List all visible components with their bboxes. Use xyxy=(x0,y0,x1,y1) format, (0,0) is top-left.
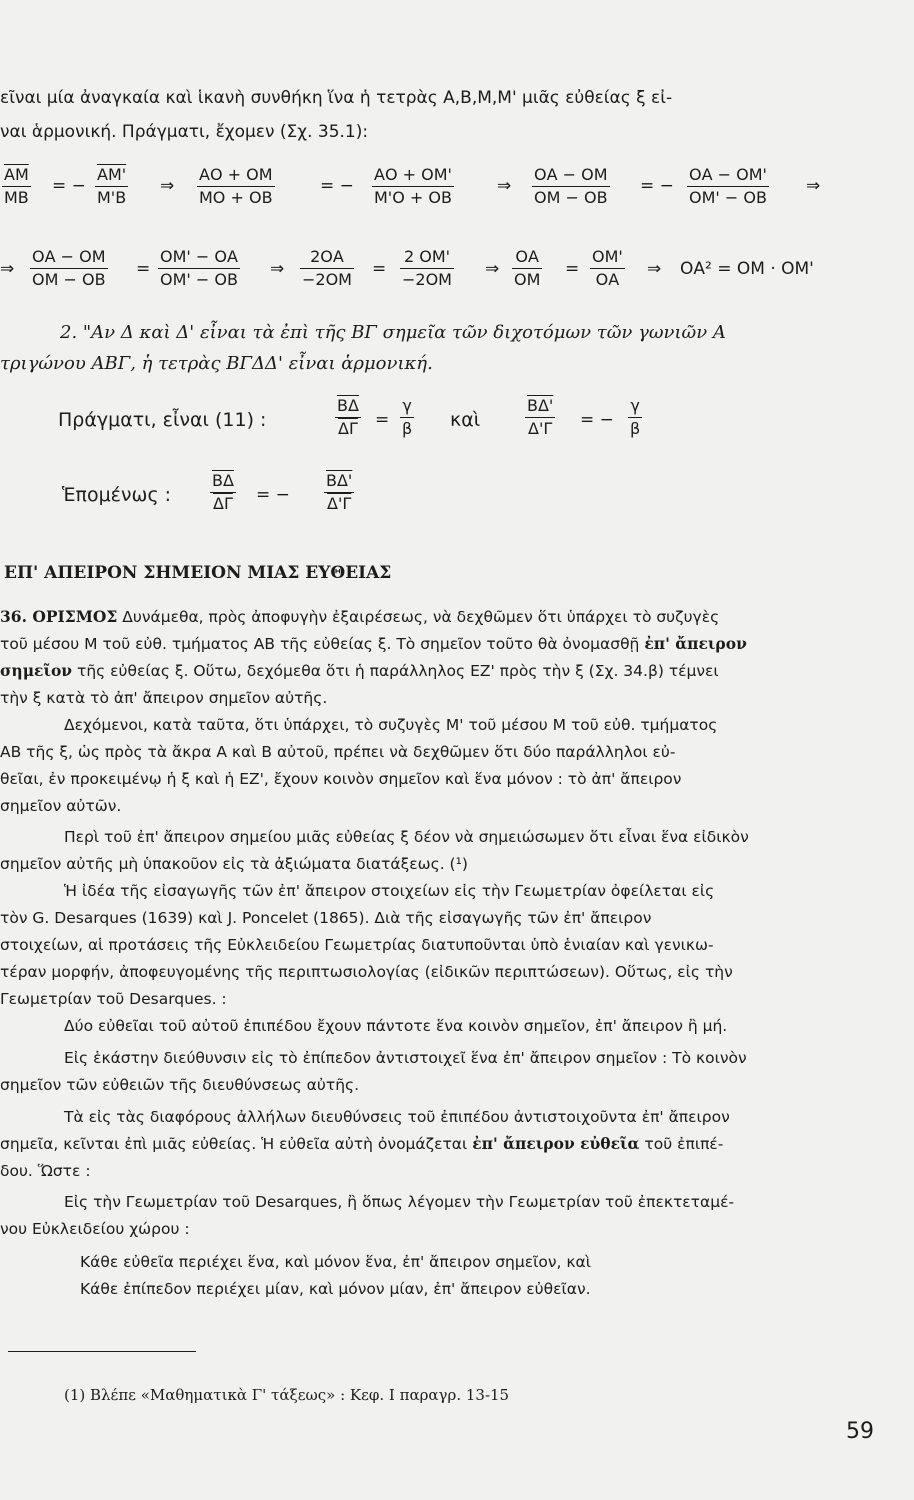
paragraph-4-line-1: Ἡ ἰδέα τῆς εἰσαγωγῆς τῶν ἐπ' ἄπειρον στοιχείων εἰς τὴν Γεωμετρίαν ὀφείλεται εἰς xyxy=(64,882,715,900)
page-number: 59 xyxy=(846,1419,874,1444)
implies-arrow: ⇒ xyxy=(270,259,285,279)
conjunction: καὶ xyxy=(450,409,481,431)
fraction: ΟΑ − ΟΜ ΟΜ − ΟΒ xyxy=(32,247,106,289)
paragraph-7-line-1: Τὰ εἰς τὰς διαφόρους ἀλλήλων διευθύνσεις τοῦ ἐπιπέδου ἀντιστοιχοῦντα ἐπ' ἄπειρον xyxy=(64,1108,730,1126)
operator: = − xyxy=(52,176,86,196)
paragraph-3-line-2: σημεῖον αὐτῆς μὴ ὑπακοῦον εἰς τὰ ἀξιώματα διατάξεως. (¹) xyxy=(0,855,468,873)
paragraph-6-line-1: Εἰς ἑκάστην διεύθυνσιν εἰς τὸ ἐπίπεδον ἀντιστοιχεῖ ἕνα ἐπ' ἄπειρον σημεῖον : Τὸ κοινὸν xyxy=(64,1049,747,1067)
paragraph-8-line-2: νου Εὐκλειδείου χώρου : xyxy=(0,1220,190,1238)
fraction: ΑΟ + ΟΜ' Μ'Ο + ΟΒ xyxy=(374,165,452,207)
operator: = xyxy=(136,259,151,279)
fraction: ΟΑ − ΟΜ ΟΜ − ΟΒ xyxy=(534,165,608,207)
fraction: 2ΟΑ −2ΟΜ xyxy=(302,247,352,289)
fraction: ΟΑ ΟΜ xyxy=(514,247,541,289)
implies-arrow: ⇒ xyxy=(497,176,512,196)
equation-label: Πράγματι, εἶναι (11) : xyxy=(58,409,267,431)
paragraph-7-line-2: σημεῖα, κεῖνται ἐπὶ μιᾶς εὐθείας. Ἡ εὐθεῖα αὐτὴ ὀνομάζεται ἐπ' ἄπειρον εὐθεῖα τοῦ ἐπιπέ- xyxy=(0,1134,724,1153)
paragraph-2-line-1: Δεχόμενοι, κατὰ ταῦτα, ὅτι ὑπάρχει, τὸ συζυγὲς Μ' τοῦ μέσου Μ τοῦ εὐθ. τμήματος xyxy=(64,716,718,734)
paragraph-2-line-2: ΑΒ τῆς ξ, ὡς πρὸς τὰ ἄκρα Α καὶ Β αὐτοῦ, πρέπει νὰ δεχθῶμεν ὅτι δύο παράλληλοι εὐ- xyxy=(0,743,676,761)
proposition-2-line-1: 2. "Αν Δ καὶ Δ' εἶναι τὰ ἐπὶ τῆς ΒΓ σημεῖα τῶν διχοτόμων τῶν γωνιῶν Α xyxy=(60,322,726,343)
paragraph-8-line-1: Εἰς τὴν Γεωμετρίαν τοῦ Desarques, ἢ ὅπως λέγομεν τὴν Γεωμετρίαν τοῦ ἐπεκτεταμέ- xyxy=(64,1193,735,1211)
paragraph-4-line-4: τέραν μορφήν, ἀποφευγομένης τῆς περιπτωσιολογίας (εἰδικῶν περιπτώσεων). Οὕτως, εἰς τὴν xyxy=(0,963,733,981)
fraction: ΟΑ − ΟΜ' ΟΜ' − ΟΒ xyxy=(689,165,767,207)
intro-line-1: εῖναι μία ἀναγκαία καὶ ἱκανὴ συνθήκη ἵνα ἡ τετρὰς Α,Β,Μ,Μ' μιᾶς εὐθείας ξ εἰ- xyxy=(0,88,673,108)
fraction: ΟΜ' − ΟΑ ΟΜ' − ΟΒ xyxy=(160,247,238,289)
fraction: ΟΜ' ΟΑ xyxy=(592,247,623,289)
section-heading: ΕΠ' ΑΠΕΙΡΟΝ ΣΗΜΕΙΟΝ ΜΙΑΣ ΕΥΘΕΙΑΣ xyxy=(4,563,392,583)
operator: = − xyxy=(320,176,354,196)
paragraph-2-line-3: θεῖαι, ἐν προκειμένῳ ἡ ξ καὶ ἡ ΕΖ', ἔχουν κοινὸν σημεῖον καὶ ἕνα μόνον : τὸ ἀπ' ἄπειρον xyxy=(0,770,682,788)
implies-arrow: ⇒ xyxy=(0,259,15,279)
paragraph-2-line-4: σημεῖον αὐτῶν. xyxy=(0,797,122,815)
equation-result: ΟΑ² = ΟΜ · ΟΜ' xyxy=(680,259,814,279)
equation-label: Ἑπομένως : xyxy=(62,484,172,506)
paragraph-36-line-1: 36. ΟΡΙΣΜΟΣ Δυνάμεθα, πρὸς ἀποφυγὴν ἐξαιρέσεως, νὰ δεχθῶμεν ὅτι ὑπάρχει τὸ συζυγὲς xyxy=(0,607,720,626)
implies-arrow: ⇒ xyxy=(806,176,821,196)
operator: = − xyxy=(640,176,674,196)
paragraph-5: Δύο εὐθεῖαι τοῦ αὐτοῦ ἐπιπέδου ἔχουν πάντοτε ἕνα κοινὸν σημεῖον, ἐπ' ἄπειρον ἢ μή. xyxy=(64,1017,728,1035)
operator: = xyxy=(375,410,390,430)
paragraph-4-line-2: τὸν G. Desarques (1639) καὶ J. Poncelet (1865). Διὰ τῆς εἰσαγωγῆς τῶν ἐπ' ἄπειρον xyxy=(0,909,652,927)
paragraph-7-line-3: δου. Ὥστε : xyxy=(0,1162,91,1180)
fraction: ΒΔ' Δ'Γ xyxy=(527,396,554,438)
operator: = xyxy=(372,259,387,279)
fraction: $\overline{AM}$ ΜΒ xyxy=(4,165,29,207)
implies-arrow: ⇒ xyxy=(485,259,500,279)
fraction: $\frac{\overline{B\Delta}}{\Delta\Gamma}$ xyxy=(337,396,359,438)
operator: = − xyxy=(256,485,290,505)
fraction: γ β xyxy=(402,396,413,438)
implies-arrow: ⇒ xyxy=(160,176,175,196)
operator: = − xyxy=(580,410,614,430)
paragraph-36-line-4: τὴν ξ κατὰ τὸ ἀπ' ἄπειρον σημεῖον αὐτῆς. xyxy=(0,689,328,707)
proposition-2-line-2: τριγώνου ΑΒΓ, ἡ τετρὰς ΒΓΔΔ' εἶναι ἁρμονική. xyxy=(0,353,433,374)
implies-arrow: ⇒ xyxy=(647,259,662,279)
footnote-divider xyxy=(8,1351,196,1352)
fraction: γ β xyxy=(630,396,641,438)
paragraph-36-line-3: σημεῖον τῆς εὐθείας ξ. Οὕτω, δεχόμεθα ὅτι ἡ παράλληλος ΕΖ' πρὸς τὴν ξ (Σχ. 34.β) τέμνει xyxy=(0,661,719,680)
operator: = xyxy=(565,259,580,279)
list-item: Κάθε εὐθεῖα περιέχει ἕνα, καὶ μόνον ἕνα, ἐπ' ἄπειρον σημεῖον, καὶ xyxy=(80,1253,591,1271)
paragraph-4-line-3: στοιχείων, αἱ προτάσεις τῆς Εὐκλειδείου Γεωμετρίας διατυποῦνται ὑπὸ ἑνιαίαν καὶ γενικω- xyxy=(0,936,714,954)
footnote: (1) Βλέπε «Μαθηματικὰ Γ' τάξεως» : Κεφ. Ι παραγρ. 13-15 xyxy=(64,1386,510,1404)
fraction: ΑΜ' Μ'Β xyxy=(97,165,127,207)
fraction: 2 ΟΜ' −2ΟΜ xyxy=(402,247,452,289)
intro-line-2: ναι ἁρμονική. Πράγματι, ἔχομεν (Σχ. 35.1): xyxy=(0,122,369,142)
list-item: Κάθε ἐπίπεδον περιέχει μίαν, καὶ μόνον μίαν, ἐπ' ἄπειρον εὐθεῖαν. xyxy=(80,1280,591,1298)
paragraph-3-line-1: Περὶ τοῦ ἐπ' ἄπειρον σημείου μιᾶς εὐθείας ξ δέον νὰ σημειώσωμεν ὅτι εἶναι ἕνα εἰδικὸν xyxy=(64,828,749,846)
fraction: ΑΟ + ΟΜ ΜΟ + ΟΒ xyxy=(199,165,273,207)
paragraph-36-line-2: τοῦ μέσου Μ τοῦ εὐθ. τμήματος ΑΒ τῆς εὐθείας ξ. Τὸ σημεῖον τοῦτο θὰ ὀνομασθῇ ἐπ' ἄπειρον xyxy=(0,634,747,653)
paragraph-6-line-2: σημεῖον τῶν εὐθειῶν τῆς διευθύνσεως αὐτῆς. xyxy=(0,1076,360,1094)
fraction: $\frac{\overline{B\Delta}}{\Delta\Gamma}$ xyxy=(212,471,234,513)
paragraph-4-line-5: Γεωμετρίαν τοῦ Desarques. : xyxy=(0,990,227,1008)
fraction: $\frac{B\Delta'}{\Delta'\Gamma}$ xyxy=(326,471,353,513)
